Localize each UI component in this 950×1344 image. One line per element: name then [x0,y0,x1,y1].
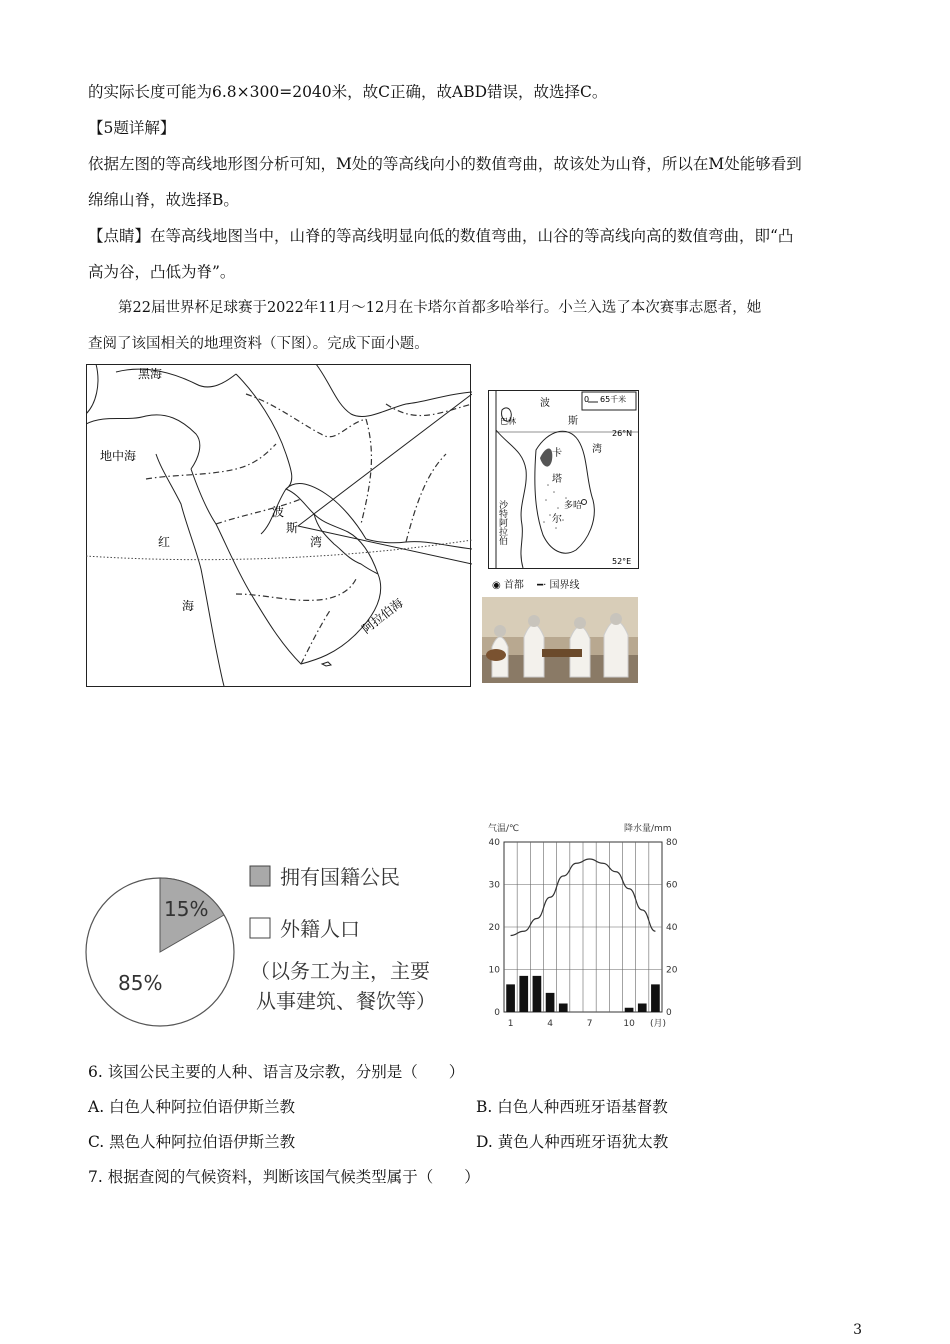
precip-tick-label: 20 [666,965,678,976]
precip-bar [625,1008,634,1012]
map-label-persian-2: 斯 [286,521,299,535]
map-label-persian-1: 波 [272,505,285,519]
paragraph-intro-line2: 查阅了该国相关的地理资料（下图）。完成下面小题。 [88,336,429,352]
musicians-photo [482,597,638,683]
precip-tick-label: 60 [666,880,678,891]
precip-bar [559,1004,568,1013]
precip-bar [638,1004,647,1013]
paragraph-tip-line1: 【点睛】在等高线地图当中，山脊的等高线明显向低的数值弯曲，山谷的等高线向高的数值弯曲，即“凸 [88,227,794,245]
precip-bar [651,984,660,1012]
month-tick-label: 7 [586,1019,593,1029]
capital-legend-icon: ◉ [492,580,501,591]
map-label-mediterranean: 地中海 [100,449,137,463]
page-number: 3 [853,1322,862,1338]
precip-bar [519,976,528,1012]
paragraph-intro-line1: 第22届世界杯足球赛于2022年11月～12月在卡塔尔首都多哈举行。小兰入选了本次赛事志愿者，她 [118,300,762,316]
inset-lat: 26°N [612,429,633,438]
map-label-sea: 海 [182,599,195,613]
precip-bar [546,993,555,1012]
inset-label-er: 尔 [552,514,562,525]
qatar-inset-map [488,390,642,570]
inset-label-doha: 多哈 [564,501,583,511]
map-legend [492,576,580,591]
legend-label-foreign: 外籍人口 [280,917,360,941]
month-tick-label: 4 [547,1019,553,1029]
climate-chart [486,818,686,1032]
q6-option-a[interactable]: A. 白色人种阿拉伯语伊斯兰教 [88,1098,296,1116]
precip-bar [506,984,515,1012]
inset-label-saudi: 沙特阿拉伯 [497,500,507,545]
border-legend-label: 国界线 [549,580,580,591]
legend-label-citizens: 拥有国籍公民 [280,865,400,889]
map-label-arabian-sea: 阿拉伯海 [359,595,406,637]
precip-tick-label: 80 [666,838,678,848]
heading-q5-detail: 【5题详解】 [88,119,176,137]
inset-scale: 65千米 [600,395,627,404]
legend-note-1: （以务工为主，主要 [250,959,430,983]
inset-label-bo: 波 [540,398,550,409]
map-label-black-sea: 黑海 [138,367,163,381]
paragraph-q5-line2: 绵绵山脊，故选择B。 [88,191,239,209]
capital-legend-label: 首都 [503,580,524,591]
middle-east-map [86,364,472,690]
pie-label-foreign: 85% [118,971,163,995]
temp-tick-label: 30 [488,880,500,891]
paragraph-tip-line2: 高为谷，凸低为脊”。 [88,263,236,281]
q6-option-b[interactable]: B. 白色人种西班牙语基督教 [476,1098,668,1116]
month-unit-label: (月) [649,1019,667,1029]
precip-tick-label: 0 [666,1008,672,1018]
population-pie-figure [84,850,484,1030]
inset-label-bahrain: 巴林 [500,417,516,426]
temp-tick-label: 0 [494,1008,500,1018]
q6-option-d[interactable]: D. 黄色人种西班牙语犹太教 [476,1133,669,1151]
climate-right-title: 降水量/mm [624,824,672,834]
paragraph-answer-4-end: 的实际长度可能为6.8×300=2040米，故C正确，故ABD错误，故选择C。 [88,83,608,101]
month-tick-label: 1 [507,1019,514,1029]
inset-label-wan: 湾 [592,444,602,455]
temp-tick-label: 40 [488,838,500,848]
pie-label-citizens: 15% [164,897,209,921]
legend-swatch-foreign [250,918,270,938]
border-legend-icon: ━· [537,580,547,591]
inset-label-ka: 卡 [552,448,562,459]
paragraph-q5-line1: 依据左图的等高线地形图分析可知，M处的等高线向小的数值弯曲，故该处为山脊，所以在M处能够看到 [88,155,802,173]
inset-label-ta: 塔 [552,474,562,485]
temp-tick-label: 20 [488,923,500,933]
inset-scale-zero: 0 [584,395,590,404]
question-7-stem: 7. 根据查阅的气候资料，判断该国气候类型属于（ ） [88,1168,480,1186]
precip-bar [533,976,542,1012]
month-tick-label: 10 [623,1019,635,1029]
question-6-stem: 6. 该国公民主要的人种、语言及宗教，分别是（ ） [88,1063,465,1081]
temp-tick-label: 10 [488,965,500,976]
precip-tick-label: 40 [666,923,678,933]
q6-option-c[interactable]: C. 黑色人种阿拉伯语伊斯兰教 [88,1133,296,1151]
inset-label-si: 斯 [568,416,578,427]
map-label-red: 红 [158,535,171,549]
climate-left-title: 气温/℃ [488,824,520,834]
map-label-persian-3: 湾 [310,535,323,549]
legend-note-2: 从事建筑、餐饮等） [256,989,436,1013]
legend-swatch-citizens [250,866,270,886]
inset-lon: 52°E [612,557,632,566]
